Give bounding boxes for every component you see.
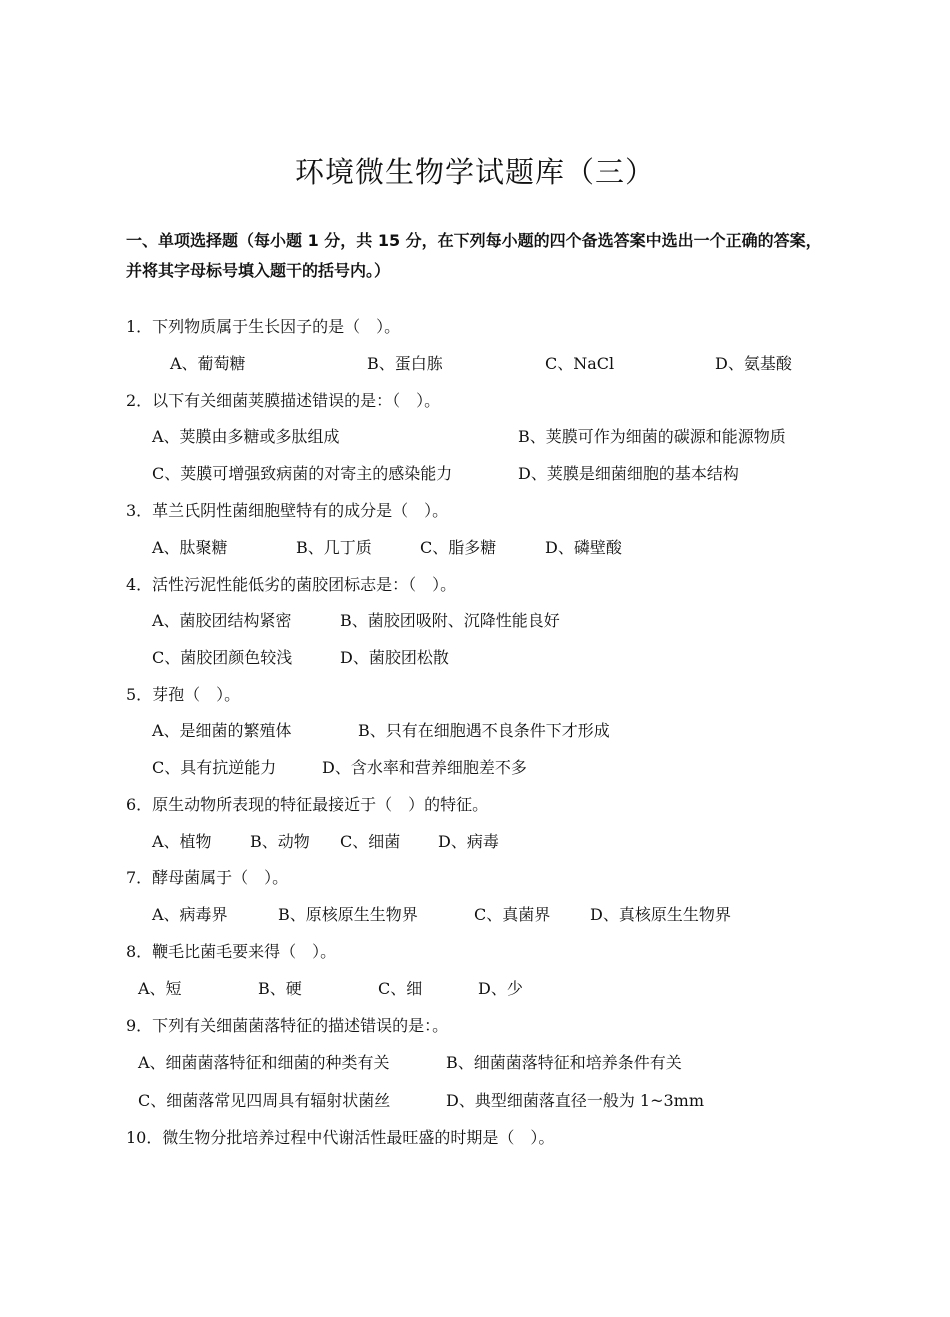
- option-row: [0, 351, 950, 377]
- question-stem: 7．酵母菌属于（ ）。: [126, 868, 289, 887]
- option-row: [0, 1050, 950, 1076]
- option: C、NaCl: [545, 354, 615, 373]
- page-title: 环境微生物学试题库（三）: [294, 155, 655, 189]
- question-stem: 5．芽孢（ ）。: [126, 685, 241, 704]
- option: B、只有在细胞遇不良条件下才形成: [358, 721, 610, 740]
- question-stem: 4．活性污泥性能低劣的菌胶团标志是：（ ）。: [126, 575, 457, 594]
- option: A、肽聚糖: [152, 538, 228, 557]
- option: D、真核原生生物界: [590, 905, 731, 924]
- option: A、细菌菌落特征和细菌的种类有关: [138, 1053, 390, 1072]
- option: B、硬: [258, 979, 302, 998]
- option: B、荚膜可作为细菌的碳源和能源物质: [518, 427, 786, 446]
- option: C、真菌界: [474, 905, 551, 924]
- option: A、葡萄糖: [170, 354, 246, 373]
- option: B、几丁质: [296, 538, 372, 557]
- option-row: [0, 902, 950, 928]
- option-row: [0, 829, 950, 855]
- option: A、菌胶团结构紧密: [152, 611, 292, 630]
- option: B、原核原生生物界: [278, 905, 418, 924]
- option: D、典型细菌落直径一般为 1~3mm: [446, 1091, 705, 1110]
- question-stem: 8．鞭毛比菌毛要来得（ ）。: [126, 942, 337, 961]
- option: C、具有抗逆能力: [152, 758, 277, 777]
- option: B、细菌菌落特征和培养条件有关: [446, 1053, 682, 1072]
- option: D、荚膜是细菌细胞的基本结构: [518, 464, 739, 483]
- option: A、短: [138, 979, 182, 998]
- option: C、脂多糖: [420, 538, 497, 557]
- option: B、蛋白胨: [367, 354, 443, 373]
- option: C、菌胶团颜色较浅: [152, 648, 293, 667]
- question-stem: 3．革兰氏阴性菌细胞壁特有的成分是（ ）。: [126, 501, 449, 520]
- option-row: [0, 535, 950, 561]
- option-row: [0, 608, 950, 634]
- option: D、氨基酸: [715, 354, 792, 373]
- option: C、细: [378, 979, 423, 998]
- option: C、细菌落常见四周具有辐射状菌丝: [138, 1091, 391, 1110]
- option: D、少: [478, 979, 523, 998]
- option: D、菌胶团松散: [340, 648, 449, 667]
- question-stem: 6．原生动物所表现的特征最接近于（ ）的特征。: [126, 795, 489, 814]
- option: D、病毒: [438, 832, 499, 851]
- question-stem: 10．微生物分批培养过程中代谢活性最旺盛的时期是（ ）。: [126, 1128, 555, 1147]
- option-row: [0, 645, 950, 671]
- option: B、菌胶团吸附、沉降性能良好: [340, 611, 560, 630]
- option-row: [0, 976, 950, 1002]
- question-stem: 2．以下有关细菌荚膜描述错误的是：（ ）。: [126, 391, 441, 410]
- option: A、病毒界: [152, 905, 228, 924]
- option: A、是细菌的繁殖体: [152, 721, 292, 740]
- option: D、磷壁酸: [545, 538, 622, 557]
- question-stem: 1．下列物质属于生长因子的是（ ）。: [126, 317, 401, 336]
- option-row: [0, 718, 950, 744]
- option: C、荚膜可增强致病菌的对寄主的感染能力: [152, 464, 453, 483]
- option-row: [0, 424, 950, 450]
- option: C、细菌: [340, 832, 401, 851]
- option: A、荚膜由多糖或多肽组成: [152, 427, 340, 446]
- section-header: 一、单项选择题（每小题 1 分，共 15 分，在下列每小题的四个备选答案中选出一个正确的答案，并将其字母标号填入题干的括号内。）: [126, 231, 822, 280]
- option: B、动物: [250, 832, 310, 851]
- question-stem: 9．下列有关细菌菌落特征的描述错误的是：。: [126, 1016, 449, 1035]
- option: A、植物: [152, 832, 212, 851]
- option-row: [0, 755, 950, 781]
- option: D、含水率和营养细胞差不多: [322, 758, 527, 777]
- option-row: [0, 1088, 950, 1114]
- option-row: [0, 461, 950, 487]
